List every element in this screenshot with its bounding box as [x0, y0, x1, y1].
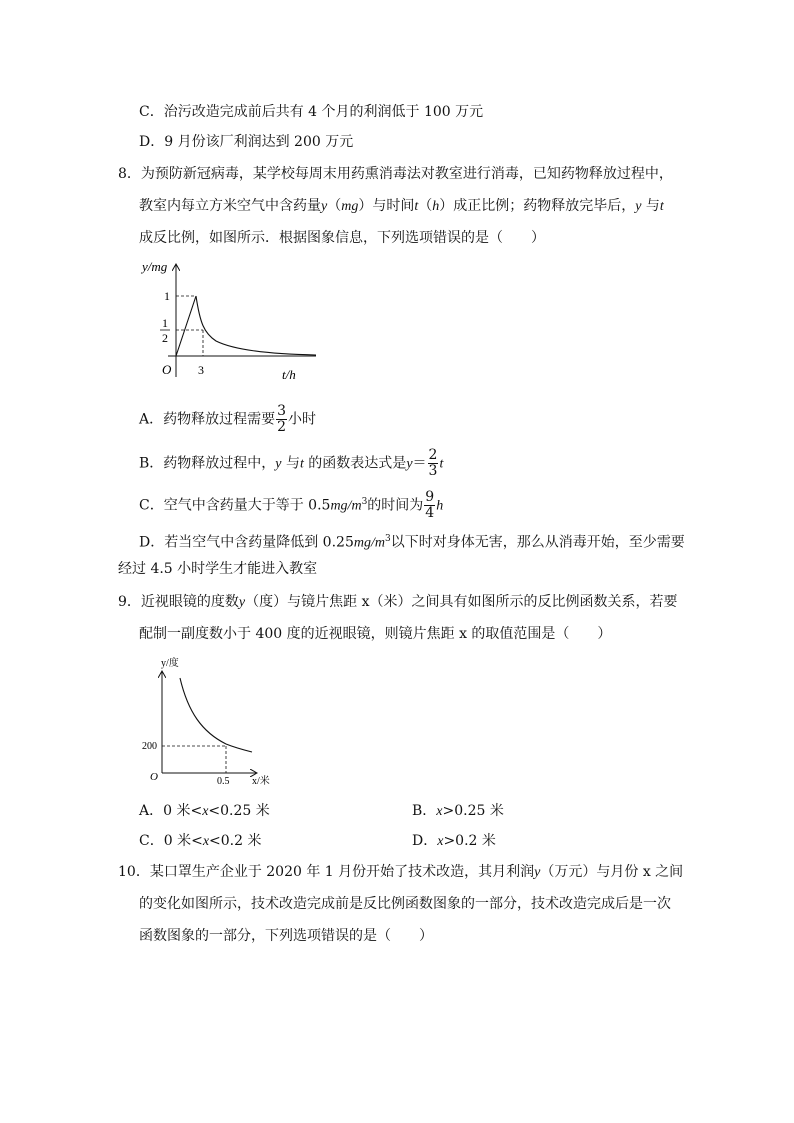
q9-inverse-curve	[180, 678, 252, 752]
q8-stem-line1: 8．为预防新冠病毒，某学校每周末用药熏消毒法对教室进行消毒，已知药物释放过程中，	[118, 166, 673, 182]
q8-rise-segment	[176, 296, 196, 356]
q9-y-label: y/度	[161, 658, 179, 669]
q8-option-c: C．空气中含药量大于等于 $0.5mg/m^3$的时间为 $\frac{9}{4}$ h	[139, 489, 444, 521]
q9-tick-05: 0.5	[217, 776, 230, 787]
q9-x-label: x/米	[252, 776, 270, 787]
q9-option-b: B．x>0.25 米	[412, 803, 504, 819]
q9-graph	[140, 652, 290, 790]
q9-option-c: C．0 米<x<0.2 米	[139, 833, 262, 849]
q8-x-label: t/h	[282, 367, 296, 382]
q9-stem-line2: 配制一副度数小于 400 度的近视眼镜，则镜片焦距 x 的取值范围是（ ）	[139, 626, 612, 642]
q8-option-a: A．药物释放过程需要 $\frac{3}{2}$ 小时	[139, 403, 317, 435]
q10-stem-line3: 函数图象的一部分，下列选项错误的是（ ）	[139, 928, 433, 944]
q8-option-d: D．若当空气中含药量降低到 $0.25mg/m^3$以下时对身体无害，那么从消毒开始，至少需要	[139, 534, 685, 551]
q8-stem-line3: 成反比例，如图所示．根据图象信息，下列选项错误的是（ ）	[139, 230, 545, 246]
q8-option-d-cont: 经过 4.5 小时学生才能进入教室	[118, 561, 318, 577]
q10-stem-line1: 10．某口罩生产企业于 2020 年 1 月份开始了技术改造，其月利润y（万元）与月份 x 之间	[118, 864, 684, 880]
q9-option-d: D．x>0.2 米	[412, 833, 496, 849]
q7-option-d: D．9 月份该厂利润达到 200 万元	[139, 134, 354, 150]
q9-option-a: A．0 米<x<0.25 米	[139, 803, 270, 819]
q10-stem-line2: 的变化如图所示，技术改造完成前是反比例函数图象的一部分，技术改造完成后是一次	[139, 896, 671, 912]
q8-stem-line2: 教室内每立方米空气中含药量y（mg）与时间t（h）成正比例；药物释放完毕后，y 与t	[139, 198, 664, 214]
q9-stem-line1: 9．近视眼镜的度数y（度）与镜片焦距 x（米）之间具有如图所示的反比例函数关系，若要	[118, 594, 678, 610]
q8-tick-1: 1	[164, 289, 170, 303]
q9-tick-200: 200	[142, 741, 157, 752]
q8-y-label: y/mg	[142, 259, 168, 274]
q8-option-b: B．药物释放过程中，y 与t 的函数表达式是y＝ $\frac{2}{3}$ t	[139, 447, 444, 479]
q8-graph	[132, 255, 332, 390]
q7-option-c: C．治污改造完成前后共有 4 个月的利润低于 100 万元	[139, 104, 484, 120]
q8-decay-curve	[196, 296, 316, 355]
q8-tick-half-den: 2	[162, 331, 168, 345]
q8-tick-3: 3	[198, 363, 204, 377]
q9-origin: O	[150, 771, 158, 783]
q8-origin: O	[162, 362, 172, 377]
q8-tick-half-num: 1	[162, 316, 168, 330]
